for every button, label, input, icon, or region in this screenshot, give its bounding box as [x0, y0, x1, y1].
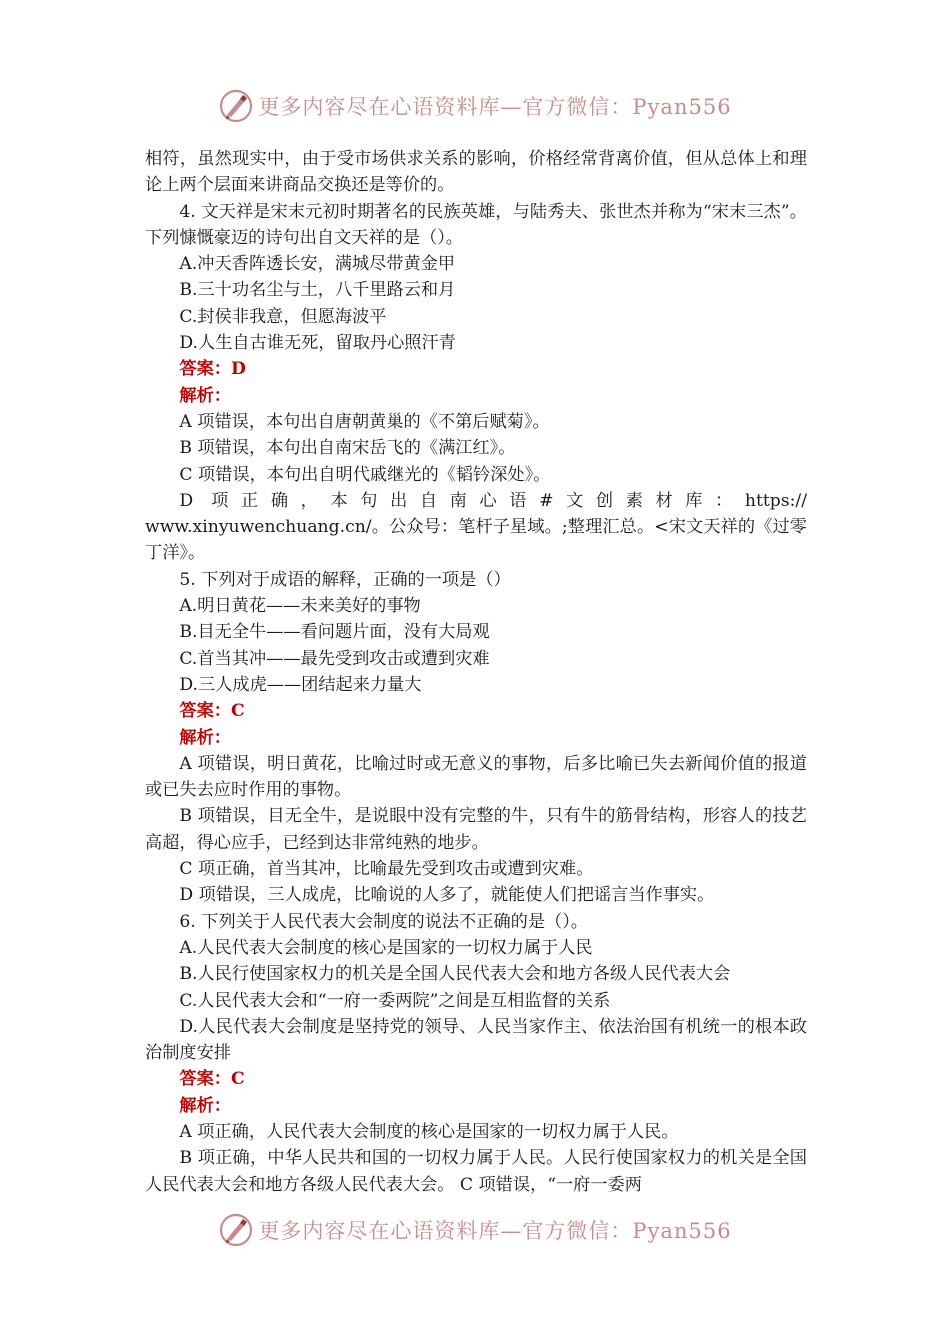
paragraph: D.人生自古谁无死，留取丹心照汗青	[179, 333, 456, 354]
paragraph: A 项错误，明日黄花，比喻过时或无意义的事物，后多比喻已失去新闻价值的报道或已失去应时作用的事物。	[145, 753, 807, 801]
paragraph: A 项错误，本句出自唐朝黄巢的《不第后赋菊》。	[179, 411, 550, 432]
paragraph: A.人民代表大会制度的核心是国家的一切权力属于人民	[179, 937, 593, 958]
header-banner	[0, 86, 950, 126]
paragraph: C 项错误，本句出自明代戚继光的《韬钤深处》。	[179, 464, 551, 485]
answer-line: 解析：	[179, 385, 231, 406]
paragraph: C.封侯非我意，但愿海波平	[179, 306, 387, 327]
paragraph: 4. 文天祥是宋末元初时期著名的民族英雄，与陆秀夫、张世杰并称为“宋末三杰”。下列慷慨豪迈的诗句出自文天祥的是（）。	[145, 201, 807, 248]
paragraph: B.三十功名尘与土，八千里路云和月	[179, 280, 456, 301]
paragraph: 相符，虽然现实中，由于受市场供求关系的影响，价格经常背离价值，但从总体上和理论上两个层面来讲商品交换还是等价的。	[145, 149, 807, 196]
paragraph: D 项错误，三人成虎，比喻说的人多了，就能使人们把谣言当作事实。	[179, 885, 715, 906]
paragraph: B 项正确，中华人民共和国的一切权力属于人民。人民行使国家权力的机关是全国人民代表大会和地方各级人民代表大会。 C 项错误，“一府一委两	[145, 1148, 807, 1195]
paragraph: B 项错误，本句出自南宋岳飞的《满江红》。	[179, 438, 516, 459]
paragraph: www.xinyuwenchuang.cn/。公众号：笔杆子星域。;整理汇总。<宋文天祥的《过零丁洋》。	[145, 517, 807, 564]
paragraph: C 项正确，首当其冲，比喻最先受到攻击或遭到灾难。	[179, 859, 594, 880]
answer-line: 答案：C	[179, 1069, 245, 1090]
paragraph: C.首当其冲——最先受到攻击或遭到灾难	[179, 648, 490, 669]
paragraph: A 项正确，人民代表大会制度的核心是国家的一切权力属于人民。	[179, 1121, 679, 1142]
paragraph: C.人民代表大会和“一府一委两院”之间是互相监督的关系	[179, 990, 611, 1011]
footer-banner	[0, 1210, 950, 1250]
answer-line: 解析：	[179, 727, 231, 748]
pen-logo-icon	[218, 1212, 254, 1248]
paragraph: A.冲天香阵透长安，满城尽带黄金甲	[179, 254, 456, 275]
paragraph: D.人民代表大会制度是坚持党的领导、人民当家作主、依法治国有机统一的根本政治制度安排	[145, 1016, 807, 1064]
paragraph: B 项错误，目无全牛，是说眼中没有完整的牛，只有牛的筋骨结构，形容人的技艺高超，得心应手，已经到达非常纯熟的地步。	[145, 806, 807, 853]
paragraph: D.三人成虎——团结起来力量大	[179, 674, 422, 695]
paragraph: A.明日黄花——未来美好的事物	[179, 596, 421, 617]
banner-text: 更多内容尽在心语资料库—官方微信：Pyan556	[258, 1219, 732, 1243]
answer-line: 答案：C	[179, 701, 245, 722]
paragraph: D 项正确，本句出自南心语#文创素材库：https://	[179, 490, 807, 511]
answer-line: 答案：D	[179, 359, 246, 380]
answer-line: 解析：	[179, 1095, 231, 1116]
paragraph: 5. 下列对于成语的解释，正确的一项是（）	[179, 569, 511, 590]
paragraph: B.人民行使国家权力的机关是全国人民代表大会和地方各级人民代表大会	[179, 964, 731, 985]
pen-logo-icon	[218, 88, 254, 124]
paragraph: 6. 下列关于人民代表大会制度的说法不正确的是（）。	[179, 911, 588, 932]
banner-text: 更多内容尽在心语资料库—官方微信：Pyan556	[258, 95, 732, 119]
document-body	[145, 146, 807, 1198]
paragraph: B.目无全牛——看问题片面，没有大局观	[179, 622, 490, 643]
